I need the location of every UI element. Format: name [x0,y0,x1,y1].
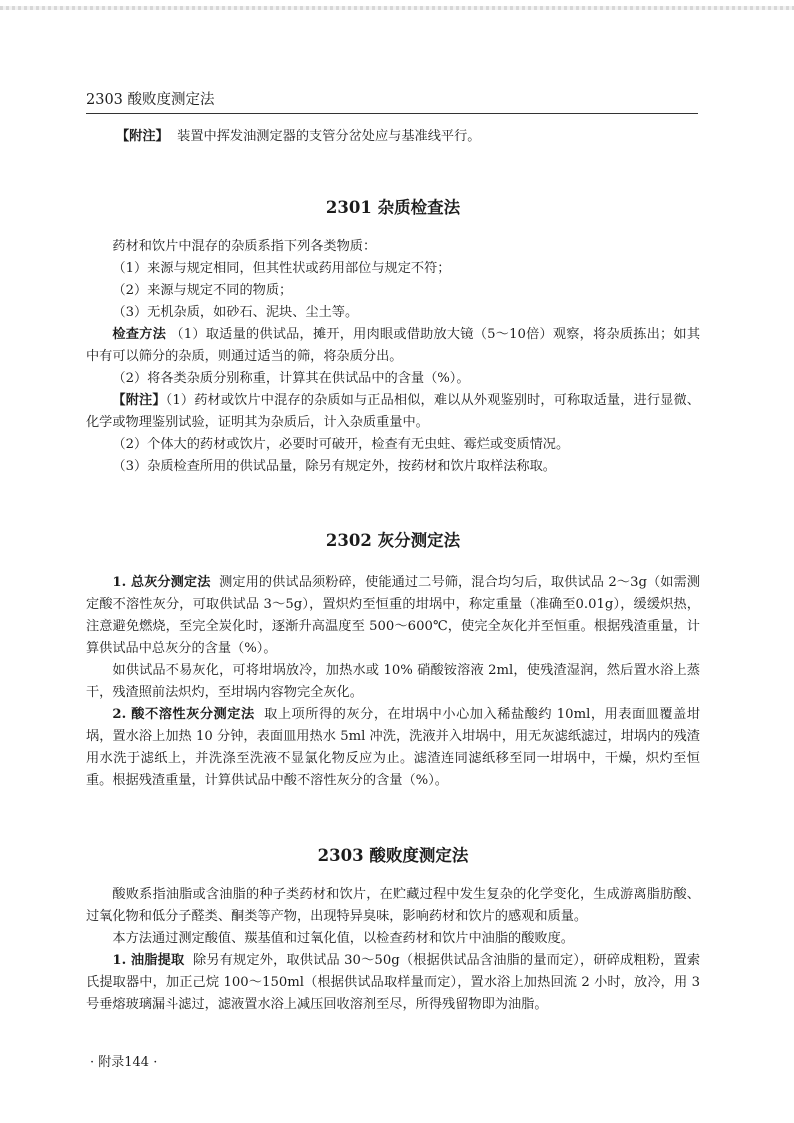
paragraph: （2）将各类杂质分别称重，计算其在供试品中的含量（%）。 [112,371,470,386]
paragraph-text: 取上项所得的灰分，在坩埚中小心加入稀盐酸约 10ml，用表面皿覆盖坩埚，置水浴上加热 10 分钟，表面皿用热水 5ml 冲洗，洗液并入坩埚中，用无灰滤纸滤过，坩埚内的残渣用水洗于滤纸上，并洗涤至洗液不显氯化物反应为止。滤渣连同滤纸移至同一坩埚中，干燥，炽灼至恒重。根据残渣重量，计算供试品中酸不溶性灰分的含量（%）。 [86,707,700,788]
list-item: （3）无机杂质，如砂石、泥块、尘土等。 [112,305,359,320]
running-header: 2303 酸败度测定法 [86,92,215,108]
note-label: 【附注】 [112,393,166,408]
section-2303-title: 2303 酸败度测定法 [317,846,469,865]
subsection-label: 2. 酸不溶性灰分测定法 [112,707,255,722]
section-2301-title: 2301 杂质检查法 [325,198,461,217]
note-text: （1）药材或饮片中混存的杂质如与正品相似，难以从外观鉴别时，可称取适量，进行显微、化学或物理鉴别试验，证明其为杂质后，计入杂质重量中。 [86,393,700,430]
paragraph [86,572,700,660]
paragraph: 酸败系指油脂或含油脂的种子类药材和饮片，在贮藏过程中发生复杂的化学变化，生成游离脂肪酸、过氧化物和低分子醛类、酮类等产物，出现特异臭味，影响药材和饮片的感观和质量。 [86,887,700,924]
paragraph: 本方法通过测定酸值、羰基值和过氧化值，以检查药材和饮片中油脂的酸败度。 [112,931,574,946]
note-text: 装置中挥发油测定器的支管分岔处应与基准线平行。 [177,129,481,144]
section-2301-body [86,236,700,478]
paragraph: （3）杂质检查所用的供试品量，除另有规定外，按药材和饮片取样法称取。 [112,459,556,474]
paragraph [86,324,700,368]
scan-edge-line [0,6,794,10]
list-item: （1）来源与规定相同，但其性状或药用部位与规定不符； [112,261,451,276]
paragraph: （2）个体大的药材或饮片，必要时可破开，检查有无虫蛀、霉烂或变质情况。 [112,437,570,452]
section-2303-body [86,884,700,1016]
subsection-label: 1. 油脂提取 [112,953,185,968]
method-label: 检查方法 [112,327,166,342]
paragraph [86,950,700,1016]
paragraph-text: 除另有规定外，取供试品 30～50g（根据供试品含油脂的量而定），研碎成粗粉，置索氏提取器中，加正己烷 100～150ml（根据供试品取样量而定），置水浴上加热回流 2 小时，放冷，用 3 号垂熔玻璃漏斗滤过，滤液置水浴上减压回收溶剂至尽，所得残留物即为油脂。 [86,953,701,1012]
header-rule [86,113,698,114]
list-item: （2）来源与规定不同的物质； [112,283,293,298]
section-2302-title: 2302 灰分测定法 [325,531,461,550]
page-number: · 附录144 · [90,1055,158,1070]
paragraph-text: 测定用的供试品须粉碎，使能通过二号筛，混合均匀后，取供试品 2～3g（如需测定酸不溶性灰分，可取供试品 3～5g），置炽灼至恒重的坩埚中，称定重量（准确至0.01g），缓缓炽热，注意避免燃烧，至完全炭化时，逐渐升高温度至 500～600℃，使完全灰化并至恒重。根据残渣重量，计算供试品中总灰分的含量（%）。 [86,575,700,656]
method-text: （1）取适量的供试品，摊开，用肉眼或借助放大镜（5～10倍）观察，将杂质拣出；如其中有可以筛分的杂质，则通过适当的筛，将杂质分出。 [86,327,701,364]
paragraph: 药材和饮片中混存的杂质系指下列各类物质： [112,239,377,254]
paragraph: 如供试品不易灰化，可将坩埚放冷，加热水或 10% 硝酸铵溶液 2ml，使残渣湿润，然后置水浴上蒸干，残渣照前法炽灼，至坩埚内容物完全灰化。 [86,663,700,700]
note-label: 【附注】 [116,129,169,144]
section-2302-body [86,572,700,792]
top-note [86,126,700,148]
paragraph [86,704,700,792]
subsection-label: 1. 总灰分测定法 [112,575,211,590]
paragraph [86,390,700,434]
